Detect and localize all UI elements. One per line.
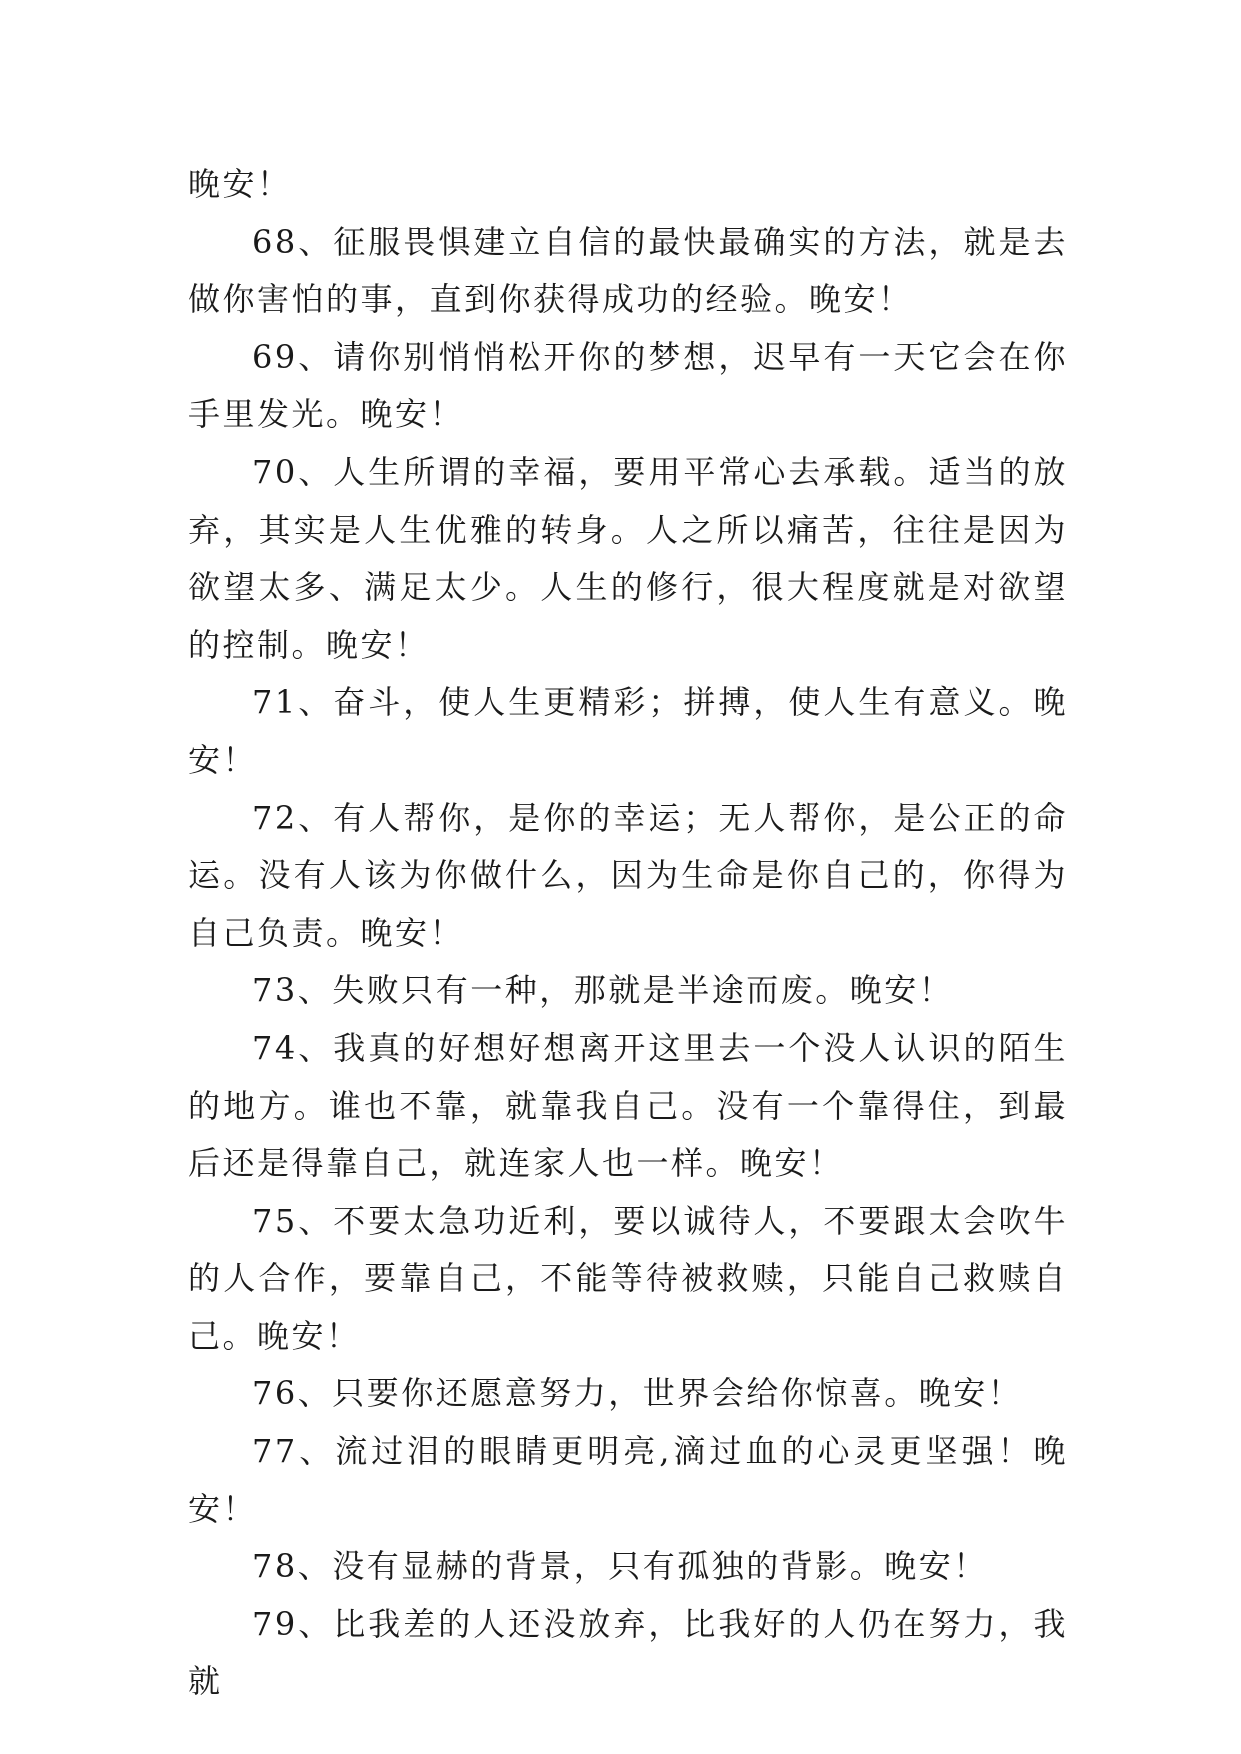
paragraph-79: 79、比我差的人还没放弃，比我好的人仍在努力，我就 (188, 1604, 1068, 1701)
paragraph-78: 78、没有显赫的背景，只有孤独的背影。晚安！ (252, 1547, 988, 1586)
paragraph-70: 70、人生所谓的幸福，要用平常心去承载。适当的放弃，其实是人生优雅的转身。人之所以痛苦，往往是因为欲望太多、满足太少。人生的修行，很大程度就是对欲望的控制。晚安！ (188, 452, 1068, 664)
paragraph-76: 76、只要你还愿意努力，世界会给你惊喜。晚安！ (252, 1374, 1023, 1413)
paragraph-71: 71、奋斗，使人生更精彩；拼搏，使人生有意义。晚安！ (188, 683, 1068, 779)
paragraph-69: 69、请你别悄悄松开你的梦想，迟早有一天它会在你手里发光。晚安！ (188, 337, 1068, 434)
paragraph-68: 68、征服畏惧建立自信的最快最确实的方法，就是去做你害怕的事，直到你获得成功的经验。晚安！ (188, 222, 1068, 319)
paragraph-74: 74、我真的好想好想离开这里去一个没人认识的陌生的地方。谁也不靠，就靠我自己。没有一个靠得住，到最后还是得靠自己，就连家人也一样。晚安！ (188, 1028, 1068, 1183)
document-body (188, 156, 1068, 1711)
paragraph-73: 73、失败只有一种，那就是半途而废。晚安！ (252, 971, 954, 1010)
paragraph-75: 75、不要太急功近利，要以诚待人，不要跟太会吹牛的人合作，要靠自己，不能等待被救赎，只能自己救赎自己。晚安！ (188, 1201, 1068, 1355)
paragraph-72: 72、有人帮你，是你的幸运；无人帮你，是公正的命运。没有人该为你做什么，因为生命是你自己的，你得为自己负责。晚安！ (188, 798, 1068, 952)
paragraph-77: 77、流过泪的眼睛更明亮,滴过血的心灵更坚强！晚安！ (188, 1432, 1068, 1528)
paragraph-continuation: 晚安！ (188, 165, 292, 203)
